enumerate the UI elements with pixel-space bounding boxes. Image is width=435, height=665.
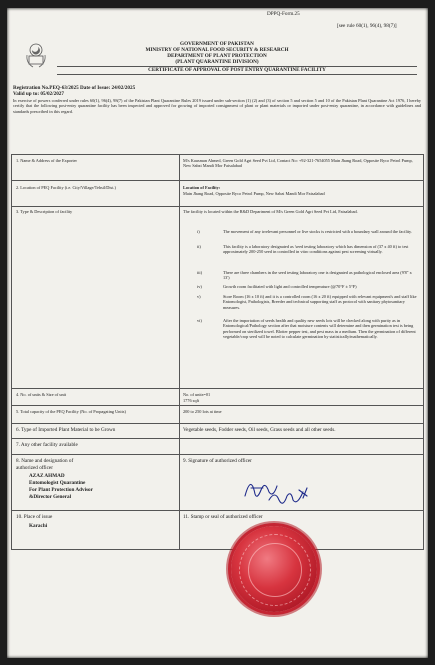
capacity-label: 5. Total capacity of the PEQ Facility (No. of Propagating Units) xyxy=(16,409,126,414)
officer-designation-1: Entomologist Quarantine xyxy=(29,480,86,486)
header-line-2: MINISTRY OF NATIONAL FOOD SECURITY & RESEARCH xyxy=(145,47,289,53)
location-value: Main Jhang Road, Opposite Byco Petrol Pump, New Sabzi Mandi Mor Faisalabad xyxy=(183,191,325,196)
units-count: No. of units=01 xyxy=(183,392,211,397)
exporter-label: 1. Name & Address of the Exporter xyxy=(16,158,77,163)
signature-label: 9. Signature of authorized officer xyxy=(183,458,252,464)
intro-paragraph: In exercise of powers conferred under rules 60(1), 96(4), 98(7) of the Pakistan Plant Quarantine Rules 2019 issued under sub-section (1) (2) and (3) of section 5 and section 5 and 10 of the Pakistan Plant Quarantine Act 1976, I hereby certify that the following post-entry quarantine facility has been inspected and approved for growing of imported consignment of plant or plant materials or imported under post-entry quarantine, in accordance with guidelines and standards prescribed in this regard. xyxy=(13,98,421,114)
list-item: v) Store Room (16 x 10 ft) and it is a controlled room (16 x 20 ft) equipped with relevant equipment's and staff like Entomologist, Pathologists, Breeder and technical supporting staff as protocol with sanitary phytosanitary measures. xyxy=(197,294,417,310)
government-emblem-icon xyxy=(25,41,47,69)
form-number: DPPQ-Form.25 xyxy=(267,11,300,17)
officer-label-2: authorized officer xyxy=(16,465,53,471)
units-label: 4. No. of units & Size of unit xyxy=(16,392,67,397)
stamp-label: 11. Stamp or seal of authorized officer xyxy=(183,514,263,520)
capacity-value: 200 to 250 lots at time xyxy=(183,409,222,414)
rule-reference: [see rule 60(1), 96(4), 98(7)] xyxy=(337,23,397,29)
registration-line: Registration No.PEQ-63/2025 Date of Issue: 24/02/2025 xyxy=(13,85,136,91)
place-label: 10. Place of issue xyxy=(16,514,53,520)
facility-intro: The facility is located within the R&D Department of M/s Green Gold Agri Seed Pvt Ltd, Faisalabad. xyxy=(183,209,358,214)
place-value: Karachi xyxy=(29,523,48,529)
material-label: 6. Type of Imported Plant Material to be Grown xyxy=(16,427,116,433)
header-line-3: DEPARTMENT OF PLANT PROTECTION xyxy=(167,53,267,59)
list-item: iv) Growth room facilitated with light and controlled temperature (@70°F ± 5°F) xyxy=(197,284,357,289)
officer-designation-2: For Plant Protection Advisor xyxy=(29,487,93,493)
peq-location-label: 2. Location of PEQ Facility (i.e. City/Village/Tehsil/Dist.) xyxy=(16,185,116,190)
officer-label-1: 8. Name and designation of xyxy=(16,458,74,464)
list-item: iii) There are three chambers in the seed testing laboratory one is designated as pathological enclosed area (9'8" x 13') xyxy=(197,270,412,281)
header-line-1: GOVERNMENT OF PAKISTAN xyxy=(180,41,254,47)
facility-type-label: 3. Type & Description of facility xyxy=(16,209,73,214)
officer-name: AZAZ AHMAD xyxy=(29,473,65,479)
header-line-4: (PLANT QUARANTINE DIVISION) xyxy=(175,59,259,65)
handwritten-signature xyxy=(239,470,319,510)
list-item: ii) This facility is a laboratory designated as 'seed testing laboratory which has dimension of (37 x 40 ft) to test approximately 200-250 seed in controlled in vitro conditions against pest screening virtually. xyxy=(197,244,409,255)
certificate-page xyxy=(7,8,428,658)
red-wax-seal xyxy=(231,526,317,612)
exporter-value: M/s Kausman Ahmed, Green Gold Agri Seed Pvt Ltd, Contact No: +92-321-7654055 Main Jhang Road, Opposite Byco Petrol Pump, New Sabzi Mandi Mor Faisalabad xyxy=(183,158,413,169)
other-facility-label: 7. Any other facility available xyxy=(16,442,78,448)
units-size: 1776 sqft xyxy=(183,398,200,403)
material-value: Vegetable seeds, Fodder seeds, Oil seeds, Grass seeds and all other seeds. xyxy=(183,427,336,433)
location-title: Location of Facility: xyxy=(183,185,221,190)
officer-designation-3: &Director General xyxy=(29,494,72,500)
valid-up-to: Valid up to: 05/02/2027 xyxy=(13,91,64,97)
certificate-title: CERTIFICATE OF APPROVAL OF POST ENTRY QUARANTINE FACILITY xyxy=(148,67,326,73)
list-item: i) The movement of any irrelevant personnel or live stocks is restricted with a boundary wall around the facility. xyxy=(197,229,412,234)
list-item: vi) After the importation of seeds health and quality new seeds lots will be checked along with purity as in Entomological/Pathology section after that moisture contents will determine and then germination test is being performed on sterilized towel. Blotter pepper test, and pest mass in a medium. Then the germination of different vegetable/crop seed will be noted to calculate germination by statistically/mathematically. xyxy=(197,318,416,340)
